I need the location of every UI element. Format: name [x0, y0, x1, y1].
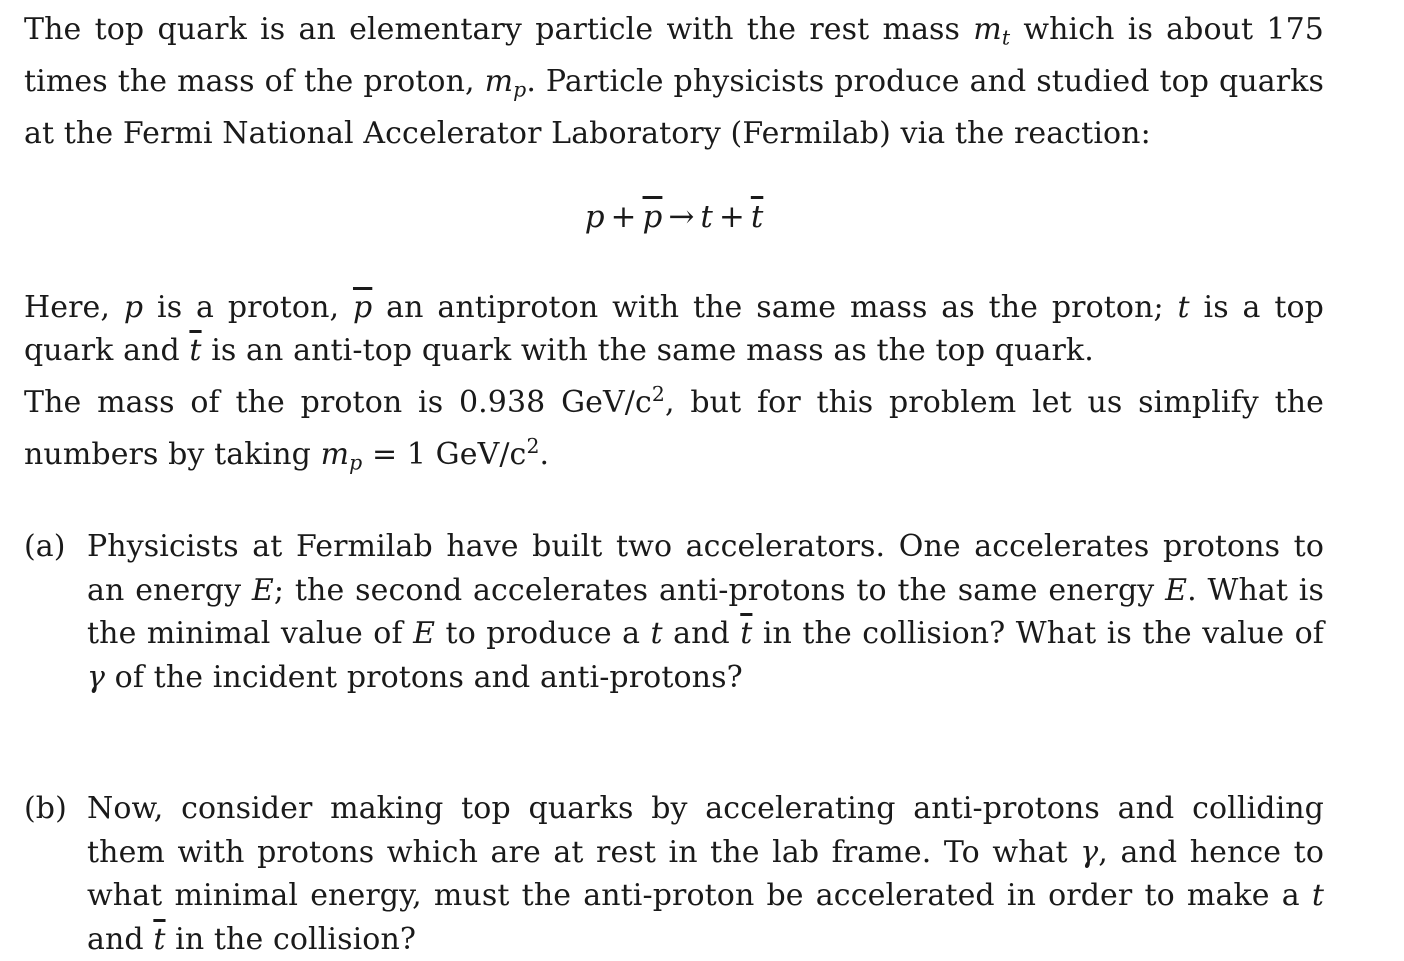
explanation-paragraph: Here, p is a proton, $\overline{p}$ an antiproton with the same mass as the proton; t is a top quark and $\overline{t}$ is an anti-top quark with the same mass as the top quark. The mass of the proton is 0.938 GeV/$c^2$, but for this problem let us simplify the numbers by taking $m_p = 1$ GeV/$c^2$. [24, 289, 1324, 475]
reaction-equation [24, 196, 1324, 239]
intro-text: . Particle physicists produce and studied top quarks at the Fermi National Accelerator Laboratory (Fermilab) via the reaction: [24, 64, 1324, 152]
equation-antitop: $\overline{t}$ [750, 198, 764, 235]
part-label: (a) [24, 529, 66, 565]
equation-plus: + [610, 198, 637, 235]
proton-mass-symbol: $m_p$ [320, 436, 363, 475]
question-part-b: (b) Now, consider making top quarks by accelerating anti-protons and colliding them with protons which are at rest in the lab frame. To what γ, and hence to what minimal energy, must the anti-proton be accelerated in order to make a t and $\overline{t}$ in the collision? [24, 787, 1324, 961]
intro-text: The top quark is an elementary particle with the rest mass [24, 12, 974, 47]
equation-antiproton: $\overline{p}$ [642, 198, 663, 235]
question-parts [24, 525, 1324, 961]
top-mass-symbol: $m_t$ [973, 12, 1011, 50]
intro-text: which is about 175 times the mass of the proton, [24, 12, 1324, 100]
equation-proton: p [584, 198, 605, 235]
equation-top: t [700, 198, 713, 235]
problem-document [24, 8, 1324, 961]
question-part-a: (a) Physicists at Fermilab have built two accelerators. One accelerates protons to an energy E; the second accelerates anti-protons to the same energy E. What is the minimal value of E to produce a t and $\overline{t}$ in the collision? What is the value of γ of the incident protons and anti-protons? [24, 525, 1324, 699]
proton-mass-symbol: $m_p$ [484, 64, 527, 102]
equation-plus: + [718, 198, 745, 235]
part-label: (b) [24, 791, 67, 827]
equation-arrow: → [668, 198, 695, 235]
intro-paragraph [24, 8, 1324, 156]
